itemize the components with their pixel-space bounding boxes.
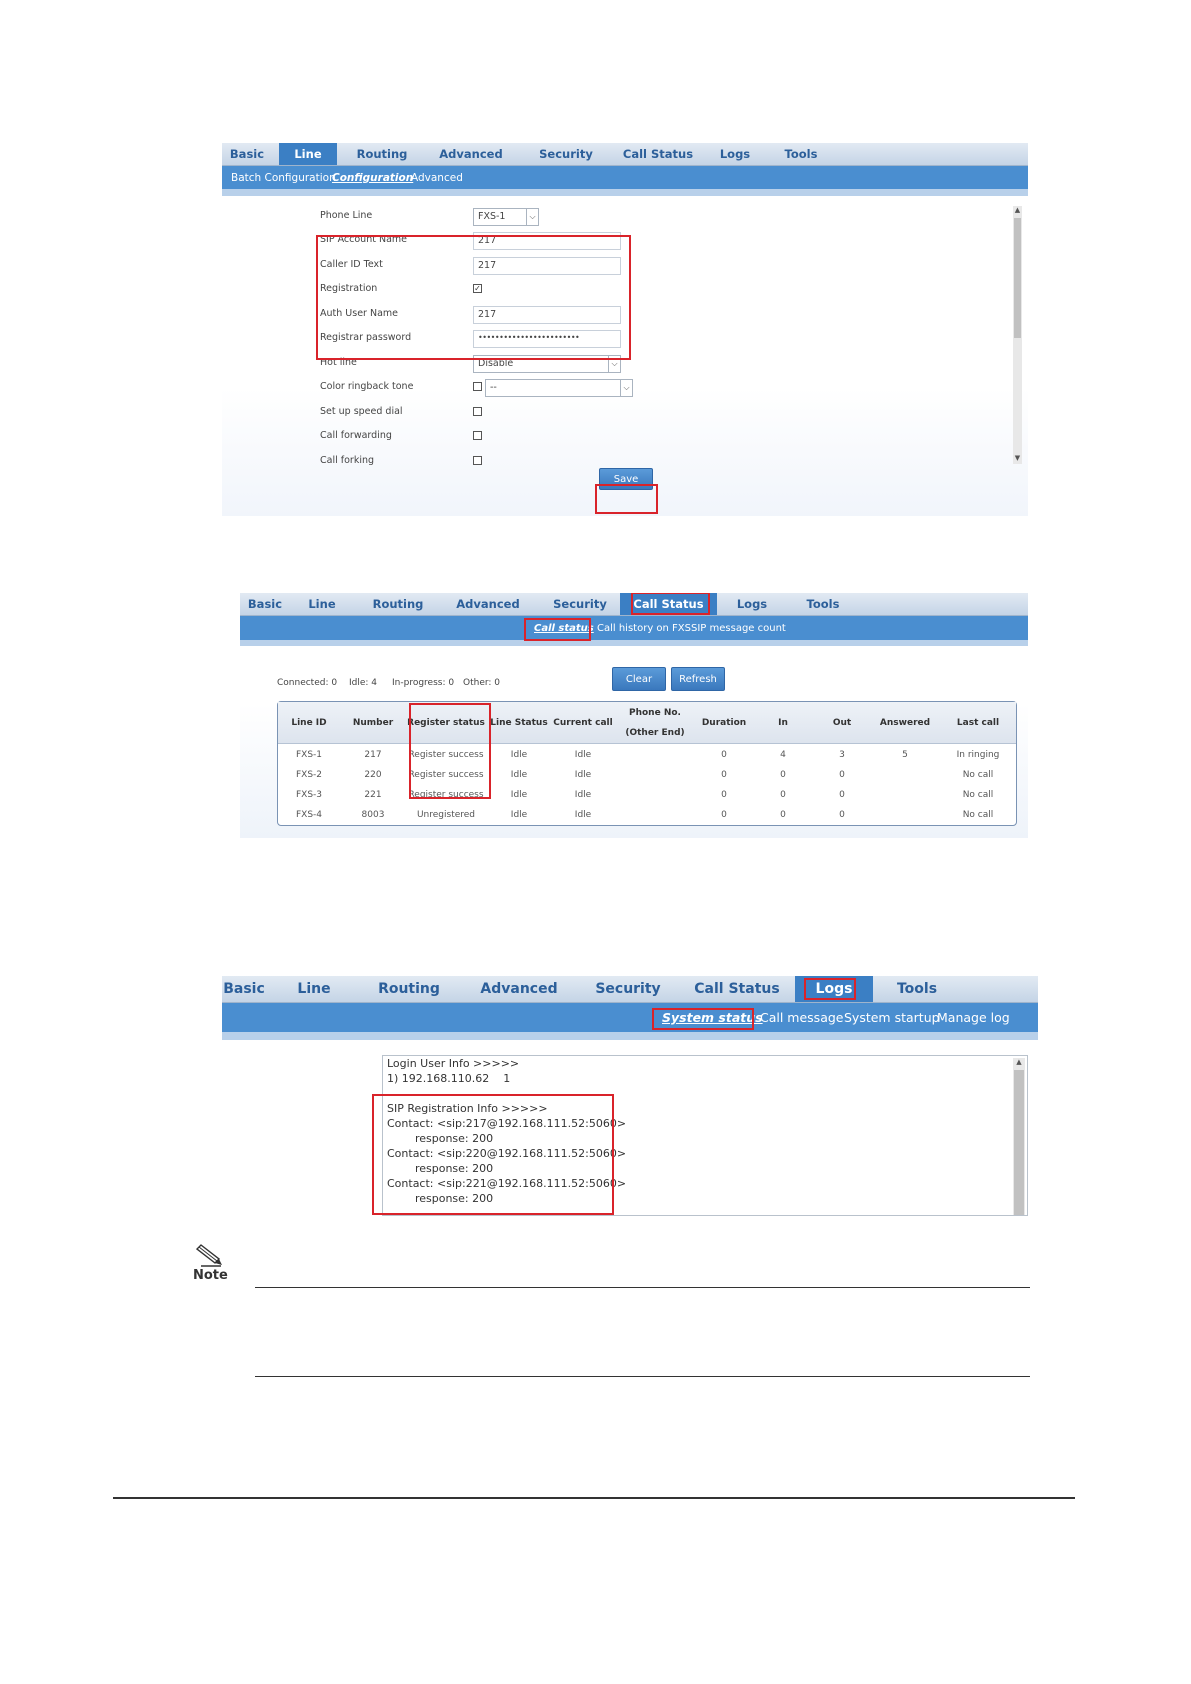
cell-in: 0 [780, 770, 786, 780]
row-caller-id-text [320, 255, 640, 277]
page-footer-rule [113, 1497, 1075, 1499]
col-duration: Duration [701, 718, 747, 728]
col-answered: Answered [879, 718, 931, 728]
logs-screenshot [222, 976, 1038, 1216]
cell-duration: 0 [721, 790, 727, 800]
row-speed-dial [320, 402, 640, 424]
log-line: Login User Info >>>>> [387, 1057, 520, 1070]
phone-line-value: FXS-1 [478, 211, 506, 222]
cell-out: 0 [839, 810, 845, 820]
cell-line-status: Idle [510, 790, 528, 800]
form-scrollbar[interactable] [1013, 206, 1022, 464]
in-progress-count: In-progress: 0 [392, 678, 455, 688]
row-color-ringback-tone [320, 377, 640, 399]
note-label: Note [193, 1268, 228, 1283]
sub-nav [240, 616, 1028, 640]
col-in: In [778, 718, 788, 728]
registrar-password-label: Registrar password [320, 332, 412, 343]
cell-in: 0 [780, 790, 786, 800]
scroll-up-icon[interactable]: ▲ [1016, 1058, 1022, 1066]
hot-line-select[interactable] [473, 355, 621, 373]
main-nav [240, 593, 1028, 616]
registration-label: Registration [320, 283, 378, 294]
tab-call-status[interactable]: Call Status [620, 593, 717, 615]
sub-nav [222, 166, 1028, 189]
cell-register-status: Register success [408, 790, 484, 800]
row-phone-line [320, 206, 640, 228]
tab-logs[interactable]: Logs [736, 597, 768, 611]
tab-line[interactable]: Line [297, 981, 331, 997]
table-header [278, 702, 1016, 744]
tab-tools[interactable]: Tools [896, 981, 938, 997]
phone-line-select[interactable] [473, 208, 539, 226]
connected-count: Connected: 0 [277, 678, 338, 688]
scroll-thumb[interactable] [1014, 218, 1021, 338]
chevron-down-icon: ⌵ [608, 356, 620, 372]
color-ringback-tone-label: Color ringback tone [320, 381, 414, 392]
log-line: response: 200 [387, 1132, 494, 1145]
table-row [278, 765, 1016, 785]
hot-line-value: Disable [478, 358, 514, 369]
subtab-advanced[interactable]: Advanced [411, 171, 463, 184]
col-current-call: Current call [553, 718, 613, 728]
cell-out: 0 [839, 790, 845, 800]
scroll-thumb[interactable] [1014, 1070, 1024, 1215]
cell-phone-no [614, 745, 696, 765]
tab-routing[interactable]: Routing [372, 597, 424, 611]
chevron-down-icon: ⌵ [526, 209, 538, 225]
cell-in: 4 [780, 750, 786, 760]
cell-number: 220 [364, 770, 382, 780]
tab-logs[interactable]: Logs [719, 147, 751, 161]
log-line: Contact: <sip:220@192.168.111.52:5060> [387, 1147, 627, 1160]
cell-number: 217 [364, 750, 382, 760]
row-auth-user-name [320, 304, 640, 326]
subtab-configuration[interactable]: Configuration [332, 171, 414, 184]
col-last-call: Last call [956, 718, 1000, 728]
cell-register-status: Register success [408, 750, 484, 760]
cell-current-call: Idle [574, 810, 592, 820]
sip-account-name-label: SIP Account Name [320, 234, 407, 245]
log-line: Contact: <sip:221@192.168.111.52:5060> [387, 1177, 627, 1190]
scroll-down-icon[interactable]: ▼ [1014, 454, 1021, 462]
cell-register-status: Register success [408, 770, 484, 780]
call-forwarding-label: Call forwarding [320, 430, 392, 441]
table-row [278, 745, 1016, 765]
tab-security[interactable]: Security [539, 147, 593, 161]
log-line: response: 200 [387, 1192, 494, 1205]
other-count: Other: 0 [463, 678, 501, 688]
main-nav [222, 976, 1038, 1003]
cell-current-call: Idle [574, 790, 592, 800]
cell-in: 0 [780, 810, 786, 820]
note-bottom-rule [255, 1376, 1030, 1377]
cell-duration: 0 [721, 750, 727, 760]
line-config-form [222, 196, 1028, 516]
cell-answered: 5 [902, 750, 908, 760]
cell-number: 8003 [361, 810, 385, 820]
cell-current-call: Idle [574, 750, 592, 760]
cell-register-status: Unregistered [416, 810, 476, 820]
hot-line-label: Hot line [320, 357, 357, 368]
tab-routing[interactable]: Routing [378, 981, 440, 997]
tab-advanced[interactable]: Advanced [456, 597, 520, 611]
row-registrar-password [320, 328, 640, 350]
table-row [278, 805, 1016, 825]
cell-answered [870, 765, 940, 785]
row-registration [320, 279, 640, 301]
cell-line-status: Idle [510, 750, 528, 760]
cell-last-call: In ringing [956, 750, 1000, 760]
col-out: Out [832, 718, 852, 728]
sub-nav-divider [222, 1032, 1038, 1040]
row-sip-account-name [320, 230, 640, 252]
color-ringback-tone-select[interactable] [485, 379, 633, 397]
tab-line[interactable]: Line [279, 143, 337, 165]
registration-checkbox[interactable]: ✓ [474, 284, 481, 293]
auth-user-name-label: Auth User Name [320, 308, 398, 319]
subtab-system-startup[interactable]: System startup [844, 1010, 940, 1025]
call-forwarding-checkbox[interactable] [473, 431, 482, 440]
cell-line-id: FXS-4 [295, 810, 323, 820]
log-line: Contact: <sip:217@192.168.111.52:5060> [387, 1117, 627, 1130]
table-row [278, 785, 1016, 805]
subtab-manage-log[interactable]: Manage log [937, 1010, 1010, 1025]
tab-basic[interactable]: Basic [247, 597, 283, 611]
row-hot-line [320, 353, 640, 375]
tab-basic[interactable]: Basic [229, 147, 265, 161]
tab-security[interactable]: Security [553, 597, 607, 611]
caller-id-text-input[interactable]: 217 [473, 257, 621, 275]
cell-line-status: Idle [510, 770, 528, 780]
tab-advanced[interactable]: Advanced [480, 981, 558, 997]
pencil-note-icon [195, 1242, 225, 1268]
cell-line-id: FXS-3 [295, 790, 323, 800]
clear-button[interactable]: Clear [612, 667, 666, 691]
subtab-batch-configuration[interactable]: Batch Configuration [231, 171, 336, 184]
line-configuration-screenshot [222, 143, 1028, 516]
cell-duration: 0 [721, 770, 727, 780]
sub-nav [222, 1003, 1038, 1032]
subtab-call-history-fxs[interactable]: Call history on FXS [597, 622, 692, 634]
save-button[interactable]: Save [599, 468, 653, 490]
tab-logs[interactable]: Logs [795, 976, 873, 1002]
phone-line-label: Phone Line [320, 210, 373, 221]
tab-call-status[interactable]: Call Status [694, 981, 780, 997]
scroll-up-icon[interactable]: ▲ [1014, 206, 1021, 214]
color-ringback-tone-value: -- [490, 382, 497, 393]
cell-phone-no [614, 785, 696, 805]
cell-out: 0 [839, 770, 845, 780]
log-line: response: 200 [387, 1162, 494, 1175]
subtab-call-message[interactable]: Call message [760, 1010, 844, 1025]
tab-tools[interactable]: Tools [806, 597, 840, 611]
log-line: SIP Registration Info >>>>> [387, 1102, 548, 1115]
call-status-screenshot [240, 593, 1028, 838]
system-status-log[interactable] [382, 1055, 1028, 1216]
auth-user-name-input[interactable]: 217 [473, 306, 621, 324]
main-nav [222, 143, 1028, 166]
col-line-status: Line Status [490, 718, 548, 728]
subtab-sip-message-count[interactable]: SIP message count [691, 622, 786, 634]
tab-call-status[interactable]: Call Status [622, 147, 694, 161]
color-ringback-tone-checkbox[interactable] [473, 382, 482, 391]
subtab-system-status[interactable]: System status [662, 1010, 763, 1025]
registrar-password-input[interactable]: •••••••••••••••••••••••• [473, 330, 621, 348]
tab-tools[interactable]: Tools [784, 147, 818, 161]
idle-count: Idle: 4 [349, 678, 378, 688]
cell-answered [870, 805, 940, 825]
cell-last-call: No call [962, 790, 994, 800]
tab-basic[interactable]: Basic [223, 981, 265, 997]
tab-routing[interactable]: Routing [356, 147, 408, 161]
cell-phone-no [614, 765, 696, 785]
tab-advanced[interactable]: Advanced [439, 147, 503, 161]
tab-security[interactable]: Security [595, 981, 661, 997]
cell-number: 221 [364, 790, 382, 800]
call-forking-label: Call forking [320, 455, 375, 466]
cell-line-id: FXS-2 [295, 770, 323, 780]
speed-dial-label: Set up speed dial [320, 406, 403, 417]
call-status-table [277, 701, 1017, 826]
log-line: 1) 192.168.110.62 1 [387, 1072, 511, 1085]
cell-duration: 0 [721, 810, 727, 820]
row-call-forking [320, 451, 640, 473]
note-top-rule [255, 1287, 1030, 1288]
refresh-button[interactable]: Refresh [671, 667, 725, 691]
cell-current-call: Idle [574, 770, 592, 780]
subtab-call-status[interactable]: Call status [534, 622, 594, 634]
cell-out: 3 [839, 750, 845, 760]
cell-answered [870, 785, 940, 805]
col-phone-no: Phone No. (Other End) [625, 708, 685, 738]
chevron-down-icon: ⌵ [620, 380, 632, 396]
cell-last-call: No call [962, 770, 994, 780]
sub-nav-divider [222, 189, 1028, 196]
log-scrollbar[interactable] [1013, 1058, 1025, 1215]
cell-last-call: No call [962, 810, 994, 820]
tab-line[interactable]: Line [308, 597, 336, 611]
caller-id-text-label: Caller ID Text [320, 259, 383, 270]
row-call-forwarding [320, 426, 640, 448]
cell-phone-no [614, 805, 696, 825]
col-number: Number [352, 718, 394, 728]
cell-line-status: Idle [510, 810, 528, 820]
col-line-id: Line ID [291, 718, 327, 728]
col-register-status: Register status [407, 718, 485, 728]
sip-account-name-input[interactable]: 217 [473, 232, 621, 250]
speed-dial-checkbox[interactable] [473, 407, 482, 416]
call-forking-checkbox[interactable] [473, 456, 482, 465]
cell-line-id: FXS-1 [295, 750, 323, 760]
